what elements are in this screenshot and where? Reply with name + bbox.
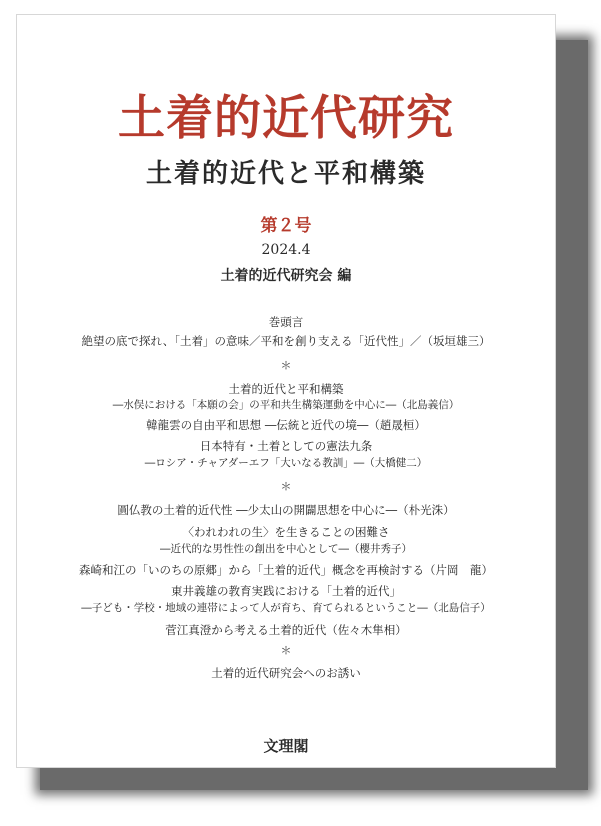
toc-line: 土着的近代研究会へのお誘い bbox=[211, 666, 361, 680]
toc-line: 圓仏教の土着的近代性 ―少太山の開闢思想を中心に―（朴光洙） bbox=[117, 503, 455, 517]
publisher-name: 文理閣 bbox=[263, 737, 309, 755]
toc-line: ―ロシア・チャアダーエフ「大いなる教訓」―（大橋健二） bbox=[144, 457, 428, 469]
toc-line: 絶望の底で探れ、「土着」の意味／平和を創り支える「近代性」／（坂垣雄三） bbox=[81, 334, 491, 348]
toc-line: ―水俣における「本願の会」の平和共生構築運動を中心に―（北島義信） bbox=[112, 399, 460, 411]
toc-line: 東井義雄の教育実践における「土着的近代」 bbox=[171, 584, 401, 598]
toc-separator: ＊ bbox=[280, 359, 292, 372]
toc-line: 韓龍雲の自由平和思想 ―伝統と近代の境―（趙晟桓） bbox=[146, 418, 426, 432]
toc-line: 菅江真澄から考える土着的近代（佐々木隼相） bbox=[165, 623, 407, 637]
issue-subtitle: 土着的近代と平和構築 bbox=[145, 159, 426, 189]
toc-line: 森崎和江の「いのちの原郷」から「土着的近代」概念を再検討する（片岡 龍） bbox=[79, 563, 493, 577]
journal-title: 土着的近代研究 bbox=[118, 91, 454, 146]
toc-line: ―近代的な男性性の創出を中心として―（櫻井秀子） bbox=[160, 543, 412, 555]
toc-separator: ＊ bbox=[280, 644, 292, 657]
book-cover bbox=[16, 14, 556, 768]
toc-separator: ＊ bbox=[280, 480, 292, 493]
toc-line: 巻頭言 bbox=[268, 315, 304, 329]
toc-line: ―子ども・学校・地域の連帯によって人が育ち、育てられるということ―（北島信子） bbox=[81, 602, 491, 614]
editor-credit: 土着的近代研究会 編 bbox=[220, 268, 352, 284]
toc-line: 日本特有・土着としての憲法九条 bbox=[199, 439, 373, 453]
toc-line: 土着的近代と平和構築 bbox=[228, 382, 344, 396]
issue-number: 第２号 bbox=[260, 216, 312, 236]
publication-date: 2024.4 bbox=[261, 242, 311, 258]
toc-line: 〈われわれの生〉を生きることの困難さ bbox=[182, 525, 390, 539]
